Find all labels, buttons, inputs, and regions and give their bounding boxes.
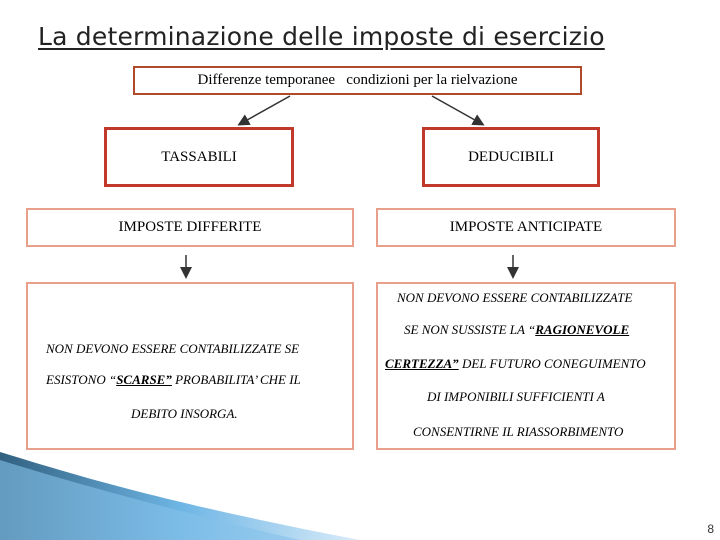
decorative-swoosh bbox=[0, 450, 360, 540]
right-condition-certezza: CERTEZZA” bbox=[385, 356, 459, 371]
right-condition-line3 bbox=[385, 356, 646, 372]
left-condition-line2 bbox=[46, 372, 301, 388]
slide-title: La determinazione delle imposte di esercizio bbox=[38, 22, 605, 51]
imposte-anticipate-box bbox=[376, 208, 676, 247]
header-text: Differenze temporanee condizioni per la rielvazione bbox=[197, 72, 518, 88]
arrow-to-deducibili bbox=[432, 96, 482, 124]
arrow-to-tassabili bbox=[240, 96, 290, 124]
right-condition-line2-pre: SE NON SUSSISTE LA “ bbox=[404, 322, 536, 337]
deducibili-box bbox=[422, 127, 600, 187]
tassabili-box bbox=[104, 127, 294, 187]
left-condition-line2-pre: ESISTONO “ bbox=[46, 372, 117, 387]
right-condition-ragionevole: RAGIONEVOLE bbox=[535, 322, 630, 337]
imposte-differite-label: IMPOSTE DIFFERITE bbox=[118, 219, 262, 235]
right-condition-line5: CONSENTIRNE IL RIASSORBIMENTO bbox=[413, 424, 624, 439]
imposte-anticipate-label: IMPOSTE ANTICIPATE bbox=[449, 219, 603, 235]
right-condition-line3-post: DEL FUTURO CONEGUIMENTO bbox=[458, 356, 646, 371]
left-condition-line2-post: PROBABILITA’ CHE IL bbox=[171, 372, 301, 387]
left-condition-scarse: SCARSE” bbox=[116, 372, 172, 387]
left-condition-line3: DEBITO INSORGA. bbox=[131, 406, 238, 421]
deducibili-label: DEDUCIBILI bbox=[468, 148, 554, 165]
right-condition-line2 bbox=[404, 322, 629, 338]
tassabili-label: TASSABILI bbox=[161, 148, 237, 165]
imposte-differite-box bbox=[26, 208, 354, 247]
right-condition-line4: DI IMPONIBILI SUFFICIENTI A bbox=[427, 389, 605, 404]
left-condition-box bbox=[26, 282, 354, 450]
left-condition-line1: NON DEVONO ESSERE CONTABILIZZATE SE bbox=[46, 341, 300, 356]
page-number: 8 bbox=[707, 522, 714, 536]
right-condition-line1: NON DEVONO ESSERE CONTABILIZZATE bbox=[397, 290, 633, 305]
